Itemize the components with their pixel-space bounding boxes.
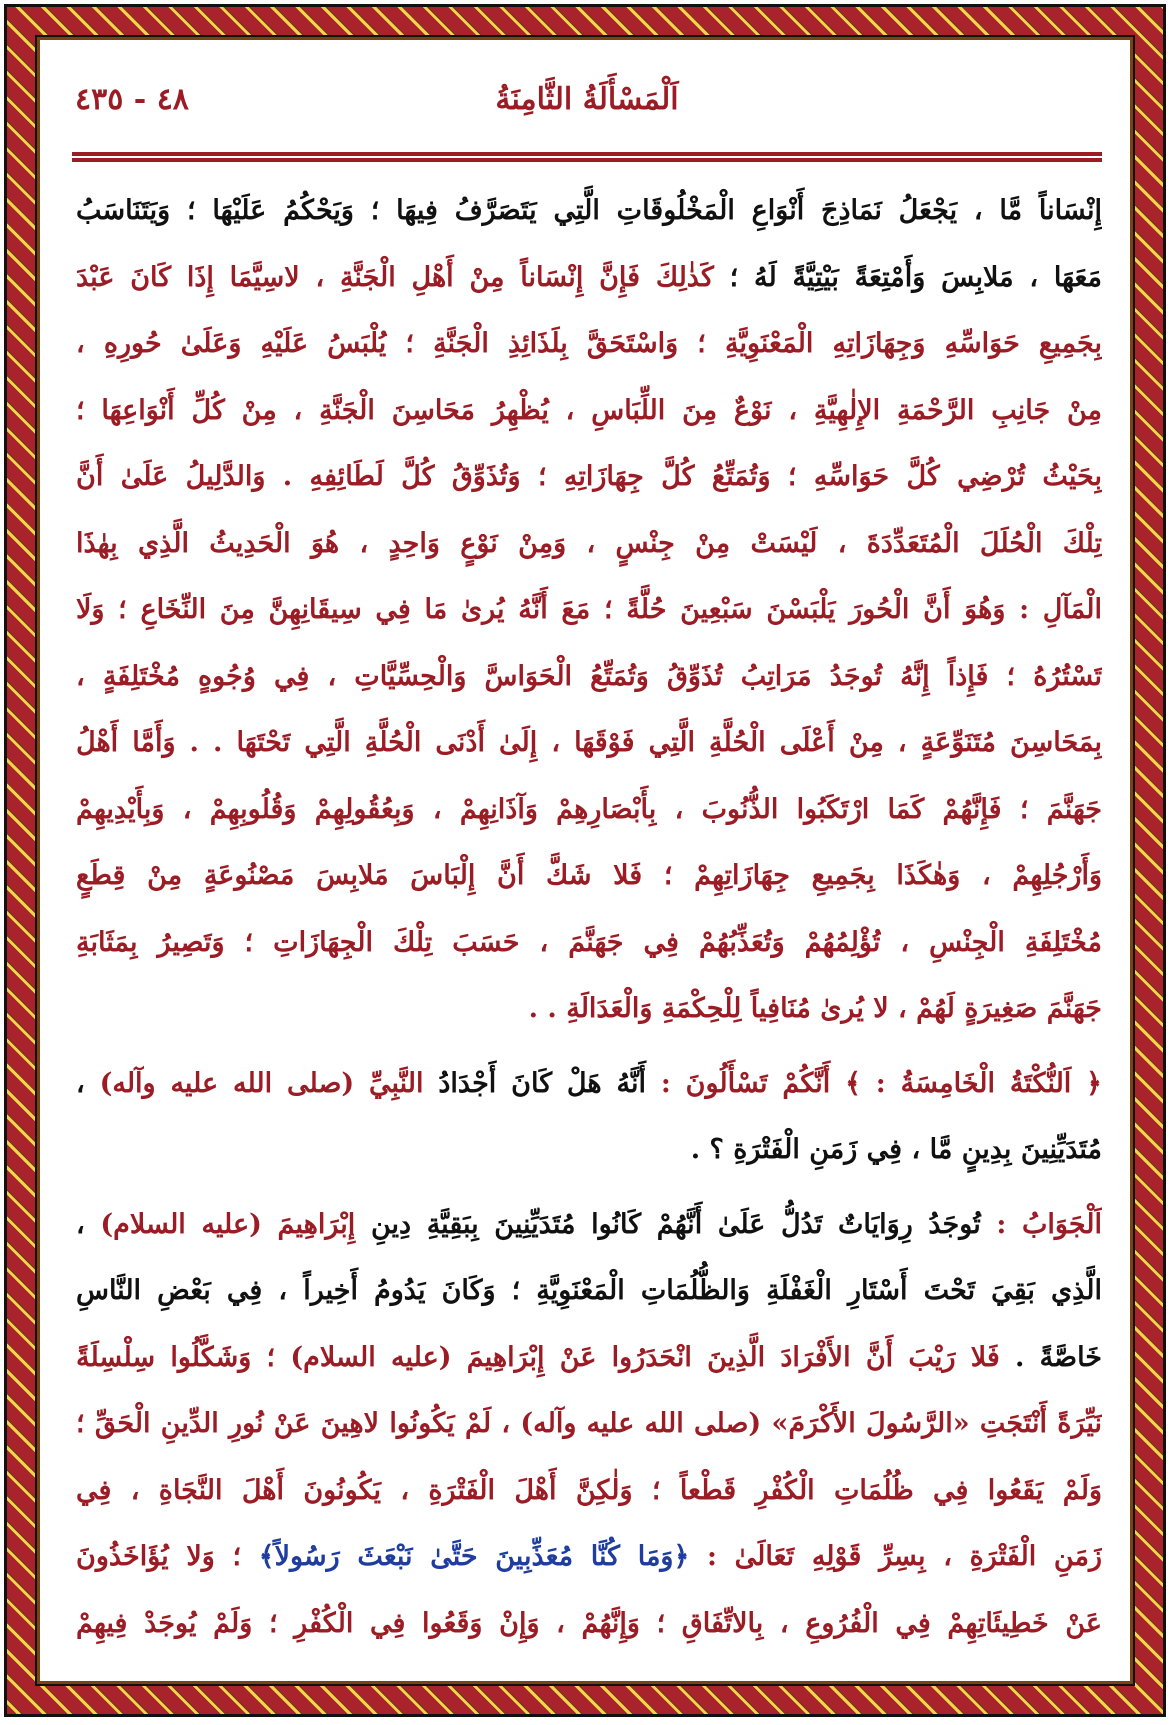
text-segment: تُوجَدُ رِوَايَاتٌ تَدُلُّ عَلَىٰ أَنَّهُمْ كَانُوا مُتَدَيِّنِينَ بِبَقِيَّةِ دِينِ: [355, 1208, 981, 1240]
text-line: [76, 777, 1102, 844]
text-segment: ،: [76, 1067, 100, 1099]
text-segment: النَّبِيِّ (صلى الله عليه وآله): [99, 1067, 424, 1099]
text-segment: ؛ وَلا يُؤَاخَذُونَ: [76, 1541, 259, 1572]
text-segment: إِبْرَاهِيمَ (عليه السلام): [100, 1208, 356, 1240]
text-segment: وَأَرْجُلِهِمْ ، وَهٰكَذَا بِجَمِيعِ جِهَازَاتِهِمْ ؛ فَلا شَكَّ أَنَّ إِلْبَاسَ مَلابِسَ مَصْنُوعَةٍ مِنْ قِطَعٍ: [76, 860, 1102, 891]
text-line: [76, 1524, 1102, 1591]
page-range: ٤٨ - ٤٣٥: [75, 82, 189, 117]
text-segment: زَمَنِ الْفَتْرَةِ ، بِسِرِّ قَوْلِهِ تَعَالَىٰ :: [689, 1541, 1102, 1572]
text-line: [76, 976, 1102, 1043]
text-segment: إِنْسَاناً مَّا ، يَجْعَلُ نَمَاذِجَ أَنْوَاعِ الْمَخْلُوقَاتِ الَّتِي يَتَصَرَّفُ فِيهَا ؛ وَيَحْكُمُ عَلَيْهَا ؛ وَيَتَنَاسَبُ: [76, 195, 1102, 226]
text-segment: بِمَحَاسِنَ مُتَنَوِّعَةٍ ، مِنْ أَعْلَى الْحُلَّةِ الَّتِي فَوْقَهَا ، إِلَىٰ أَدْنَى الْحُلَّةِ الَّتِي تَحْتَهَا . . وَأَمَّا أَهْلُ: [76, 727, 1102, 758]
text-segment: نَيِّرَةً أَنْتَجَتِ «الرَّسُولَ الأَكْرَمَ» (صلى الله عليه وآله) ، لَمْ يَكُونُوا لاهِينَ عَنْ نُورِ الدِّينِ الْحَقِّ ؛: [76, 1408, 1102, 1439]
text-segment: ﴿وَمَا كُنَّا مُعَذِّبِينَ حَتَّىٰ نَبْعَثَ رَسُولاً﴾: [258, 1541, 690, 1572]
page-header: [75, 82, 1099, 132]
text-segment: تَسْتُرُهُ ؛ فَإِذاً إِنَّهُ تُوجَدُ مَرَاتِبُ تُذَوِّقُ وَتُمَتِّعُ الْحَوَاسَّ وَالْحِسِّيَّاتِ ، فِي وُجُوهٍ مُخْتَلِفَةٍ ،: [76, 660, 1102, 692]
text-segment: جَهَنَّمَ ؛ فَإِنَّهُمْ كَمَا ارْتَكَبُوا الذُّنُوبَ ، بِأَبْصَارِهِمْ وَآذَانِهِمْ ، وَبِعُقُولِهِمْ وَقُلُوبِهِمْ ، وَبِأَيْدِيهِمْ: [76, 793, 1102, 825]
text-segment: مُتَدَيِّنِينَ بِدِينٍ مَّا ، فِي زَمَنِ الْفَتْرَةِ ؟ .: [690, 1134, 1102, 1165]
header-rule: [72, 152, 1102, 156]
text-line: [76, 1391, 1102, 1458]
text-segment: الَّذِي بَقِيَ تَحْتَ أَسْتَارِ الْغَفْلَةِ وَالظُّلُمَاتِ الْمَعْنَوِيَّةِ ؛ وَكَانَ يَدُومُ أَخِيراً ، فِي بَعْضِ النَّاسِ: [76, 1275, 1102, 1306]
text-segment: كَذٰلِكَ فَإِنَّ إِنْسَاناً مِنْ أَهْلِ الْجَنَّةِ ، لاسِيَّمَا إِذَا كَانَ عَبْدَ: [76, 261, 714, 293]
text-line: [76, 178, 1102, 245]
text-line: [76, 1591, 1102, 1658]
chapter-title: اَلْمَسْأَلَةُ الثَّامِنَةُ: [495, 82, 679, 117]
text-segment: مَعَهَا ، مَلابِسَ وَأَمْتِعَةً بَيْتِيَّةً لَهُ ؛: [713, 261, 1102, 293]
text-line: [76, 511, 1102, 578]
text-segment: مُخْتَلِفَةِ الْجِنْسِ ، تُؤْلِمُهُمْ وَتُعَذِّبُهُمْ فِي جَهَنَّمَ ، حَسَبَ تِلْكَ الْجِهَازَاتِ ؛ وَتَصِيرُ بِمَثَابَةِ: [76, 926, 1102, 958]
text-segment: الْمَآلِ : وَهُوَ أَنَّ الْحُورَ يَلْبَسْنَ سَبْعِينَ حُلَّةً ؛ مَعَ أَنَّهُ يُرىٰ مَا فِي سِيقَانِهِنَّ مِنَ النِّخَاعِ ؛ وَلَا: [76, 594, 1102, 625]
text-line: [76, 644, 1102, 711]
text-line: [76, 1458, 1102, 1525]
text-line: [76, 910, 1102, 977]
text-segment: عَنْ خَطِيئَاتِهِمْ فِي الْفُرُوعِ ، بِالاتِّفَاقِ ؛ وَإِنَّهُمْ ، وَإِنْ وَقَعُوا فِي الْكُفْرِ ؛ وَلَمْ يُوجَدْ فِيهِمْ: [76, 1607, 1102, 1639]
text-segment: فَلا رَيْبَ أَنَّ الأَفْرَادَ الَّذِينَ انْحَدَرُوا عَنْ إِبْرَاهِيمَ (عليه السلام) ؛ وَشَكَّلُوا سِلْسِلَةً: [76, 1341, 1000, 1373]
text-segment: مِنْ جَانِبِ الرَّحْمَةِ الإِلٰهِيَّةِ ، نَوْعٌ مِنَ اللِّبَاسِ ، يُظْهِرُ مَحَاسِنَ الْجَنَّةِ ، مِنْ كُلِّ أَنْوَاعِهَا ؛: [76, 394, 1102, 426]
text-segment: تِلْكَ الْحُلَلَ الْمُتَعَدِّدَةَ ، لَيْسَتْ مِنْ جِنْسٍ ، وَمِنْ نَوْعٍ وَاحِدٍ ، هُوَ الْحَدِيثُ الَّذِي بِهٰذَا: [76, 527, 1102, 559]
page-body: [76, 178, 1102, 1657]
text-segment: وَلَمْ يَقَعُوا فِي ظُلُمَاتِ الْكُفْرِ قَطْعاً ؛ وَلٰكِنَّ أَهْلَ الْفَتْرَةِ ، يَكُونُونَ أَهْلَ النَّجَاةِ ، فِي: [76, 1474, 1102, 1506]
text-line: [76, 843, 1102, 910]
text-line: [76, 1192, 1102, 1259]
text-segment: خَاصَّةً .: [999, 1341, 1102, 1373]
text-segment: ،: [76, 1208, 101, 1240]
text-line: [76, 311, 1102, 378]
text-line: [76, 1117, 1102, 1184]
text-line: [76, 577, 1102, 644]
text-line: [76, 1051, 1102, 1118]
text-line: [76, 1325, 1102, 1392]
text-segment: بِجَمِيعِ حَوَاسِّهِ وَجِهَازَاتِهِ الْمَعْنَوِيَّةِ ؛ وَاسْتَحَقَّ بِلَذَائِذِ الْجَنَّةِ ؛ يُلْبَسُ عَلَيْهِ وَعَلَىٰ حُورِهِ ،: [76, 328, 1102, 359]
text-line: [76, 710, 1102, 777]
text-line: [76, 1258, 1102, 1325]
text-segment: ﴿ اَلنُّكْتَةُ الْخَامِسَةُ : ﴾ أَنَّكُمْ تَسْأَلُونَ :: [645, 1067, 1102, 1099]
text-segment: بِحَيْثُ تُرْضِي كُلَّ حَوَاسِّهِ ؛ وَتُمَتِّعُ كُلَّ جِهَازَاتِهِ ؛ وَتُذَوِّقُ كُلَّ لَطَائِفِهِ . وَالدَّلِيلُ عَلَىٰ أَنَّ: [76, 461, 1102, 492]
text-line: [76, 444, 1102, 511]
text-line: [76, 378, 1102, 445]
text-segment: أَنَّهُ هَلْ كَانَ أَجْدَادُ: [423, 1067, 646, 1099]
text-segment: جَهَنَّمَ صَغِيرَةٍ لَهُمْ ، لا يُرىٰ مُنَافِياً لِلْحِكْمَةِ وَالْعَدَالَةِ . .: [528, 993, 1102, 1024]
text-segment: اَلْجَوَابُ :: [980, 1208, 1102, 1240]
text-line: [76, 245, 1102, 312]
